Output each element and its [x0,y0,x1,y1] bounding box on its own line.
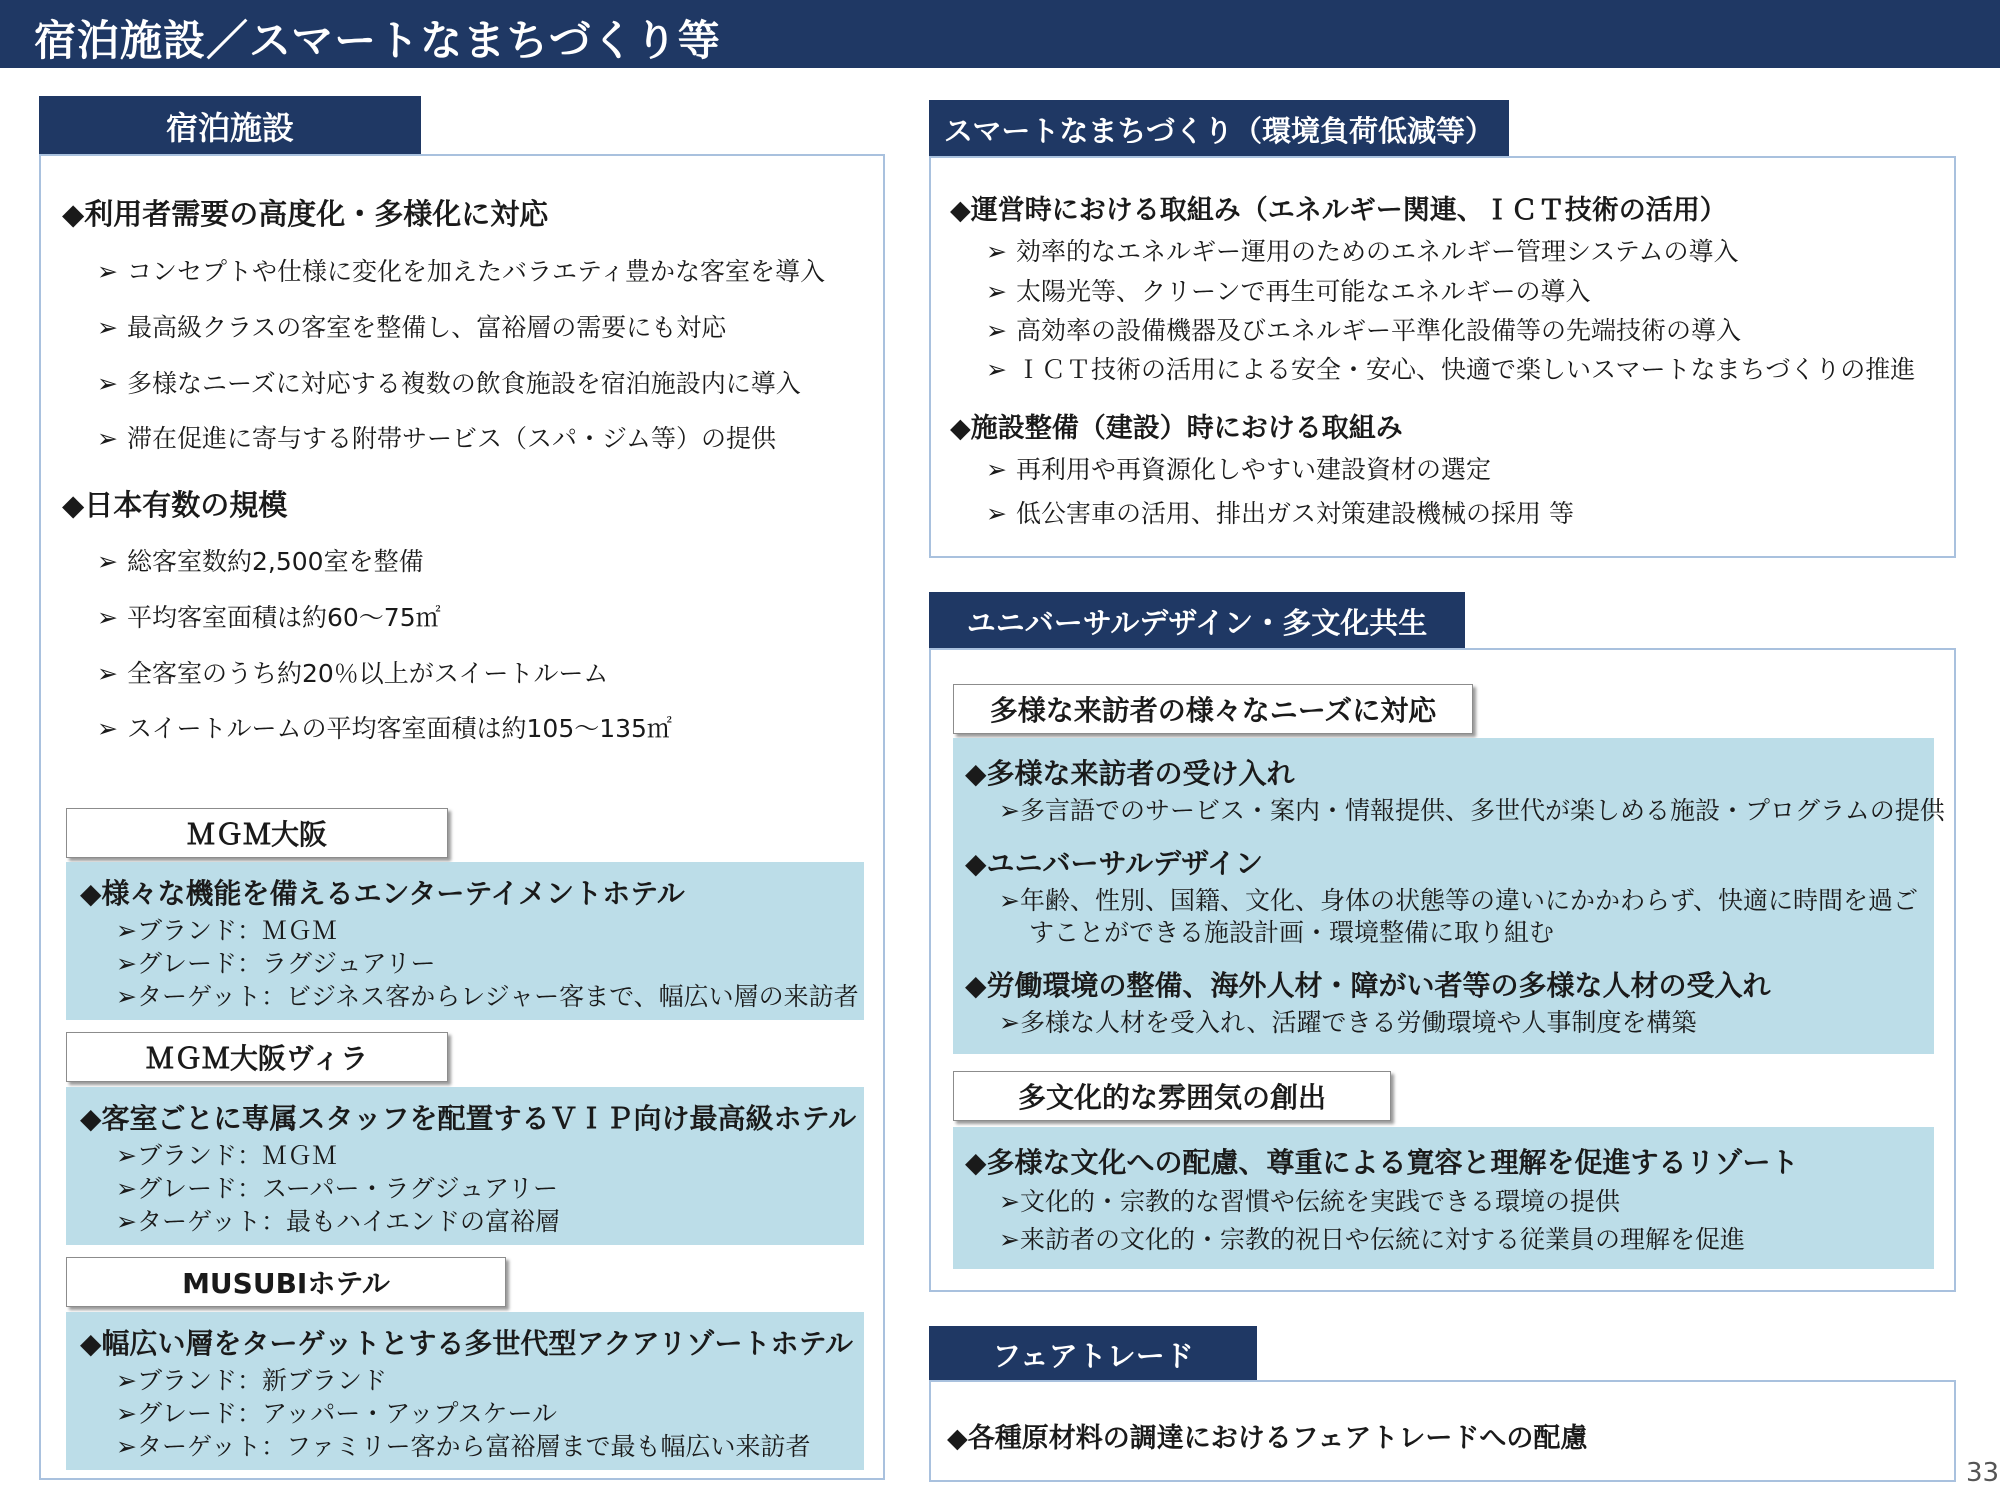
list-item: ➢ 多様なニーズに対応する複数の飲食施設を宿泊施設内に導入 [97,369,801,398]
tab-universal-design: ユニバーサルデザイン・多文化共生 [929,592,1465,650]
needs-detail: ➢年齢、性別、国籍、文化、身体の状態等の違いにかかわらず、快適に時間を過ご [999,886,1918,915]
arrow-icon: ➢ [116,1207,137,1236]
hotel-detail: ➢グレード：ラグジュアリー [116,949,436,978]
arrow-icon: ➢ [97,369,118,398]
needs-detail: ➢多様な人材を受入れ、活躍できる労働環境や人事制度を構築 [999,1008,1697,1037]
list-item: ➢ 最高級クラスの客室を整備し、富裕層の需要にも対応 [97,313,727,342]
list-item: ➢ 太陽光等、クリーンで再生可能なエネルギーの導入 [986,277,1591,306]
list-item: ➢ 全客室のうち約20％以上がスイートルーム [97,659,609,688]
arrow-icon: ➢ [116,1141,137,1170]
fair-trade-panel [929,1380,1956,1482]
hotel-info-box [66,1087,864,1245]
title-bar [0,0,2000,68]
section-heading: ◆運営時における取組み（エネルギー関連、ＩＣＴ技術の活用） [950,195,1727,226]
culture-detail: ➢文化的・宗教的な習慣や伝統を実践できる環境の提供 [999,1187,1620,1216]
arrow-icon: ➢ [97,424,118,453]
arrow-icon: ➢ [986,455,1007,484]
hotel-name-label: ＭＧＭ大阪ヴィラ [66,1032,448,1082]
culture-detail: ➢来訪者の文化的・宗教的祝日や伝統に対する従業員の理解を促進 [999,1225,1745,1254]
arrow-icon: ➢ [999,1008,1020,1037]
arrow-icon: ➢ [986,237,1007,266]
arrow-icon: ➢ [999,1225,1020,1254]
hotel-headline: ◆様々な機能を備えるエンターテイメントホテル [80,877,685,910]
hotel-detail: ➢グレード：スーパー・ラグジュアリー [116,1174,558,1203]
section-heading: ◆日本有数の規模 [62,488,288,522]
list-item: ➢ ＩＣＴ技術の活用による安全・安心、快適で楽しいスマートなまちづくりの推進 [986,355,1916,384]
list-item: ➢ 効率的なエネルギー運用のためのエネルギー管理システムの導入 [986,237,1739,266]
arrow-icon: ➢ [97,313,118,342]
needs-heading: ◆労働環境の整備、海外人材・障がい者等の多様な人材の受入れ [965,969,1771,1002]
section-heading: ◆利用者需要の高度化・多様化に対応 [62,197,549,231]
hotel-detail: ➢ターゲット：ビジネス客からレジャー客まで、幅広い層の来訪者 [116,982,859,1011]
tab-smart-city: スマートなまちづくり（環境負荷低減等） [929,100,1509,158]
list-item: ➢ スイートルームの平均客室面積は約105～135㎡ [97,714,672,743]
fair-trade-text: ◆各種原材料の調達におけるフェアトレードへの配慮 [947,1423,1588,1454]
tab-accommodation: 宿泊施設 [39,96,421,156]
culture-label: 多文化的な雰囲気の創出 [953,1071,1391,1121]
needs-detail: ➢多言語でのサービス・案内・情報提供、多世代が楽しめる施設・プログラムの提供 [999,796,1945,825]
arrow-icon: ➢ [116,916,137,945]
list-item: ➢ 滞在促進に寄与する附帯サービス（スパ・ジム等）の提供 [97,424,777,453]
list-item: ➢ 平均客室面積は約60～75㎡ [97,603,441,632]
culture-heading: ◆多様な文化への配慮、尊重による寛容と理解を促進するリゾート [965,1146,1799,1179]
hotel-detail: ➢ターゲット：最もハイエンドの富裕層 [116,1207,560,1236]
arrow-icon: ➢ [986,316,1007,345]
hotel-headline: ◆幅広い層をターゲットとする多世代型アクアリゾートホテル [80,1327,854,1360]
needs-heading: ◆多様な来訪者の受け入れ [965,757,1295,790]
arrow-icon: ➢ [986,499,1007,528]
arrow-icon: ➢ [999,796,1020,825]
arrow-icon: ➢ [116,1366,137,1395]
arrow-icon: ➢ [986,277,1007,306]
arrow-icon: ➢ [999,886,1020,915]
hotel-detail: ➢グレード：アッパー・アップスケール [116,1399,557,1428]
hotel-info-box [66,1312,864,1470]
arrow-icon: ➢ [986,355,1007,384]
page-number: 33 [1966,1458,2000,1488]
hotel-detail: ➢ブランド：ＭＧＭ [116,916,337,945]
needs-heading: ◆ユニバーサルデザイン [965,847,1264,880]
arrow-icon: ➢ [97,257,118,286]
section-heading: ◆施設整備（建設）時における取組み [950,413,1403,444]
arrow-icon: ➢ [97,714,118,743]
hotel-info-box [66,862,864,1020]
needs-box [953,738,1945,1054]
arrow-icon: ➢ [999,1187,1020,1216]
arrow-icon: ➢ [97,603,118,632]
list-item: ➢ コンセプトや仕様に変化を加えたバラエティ豊かな客室を導入 [97,257,826,286]
list-item: ➢ 総客室数約2,500室を整備 [97,547,424,576]
list-item: ➢ 再利用や再資源化しやすい建設資材の選定 [986,455,1492,484]
arrow-icon: ➢ [116,949,137,978]
hotel-detail: ➢ブランド：新ブランド [116,1366,387,1395]
arrow-icon: ➢ [116,1432,137,1461]
list-item: ➢ 低公害車の活用、排出ガス対策建設機械の採用 等 [986,499,1574,528]
tab-fair-trade: フェアトレード [929,1326,1257,1382]
arrow-icon: ➢ [97,547,118,576]
needs-label: 多様な来訪者の様々なニーズに対応 [953,684,1473,734]
hotel-detail: ➢ターゲット：ファミリー客から富裕層まで最も幅広い来訪者 [116,1432,811,1461]
hotel-name-label: MUSUBIホテル [66,1257,506,1307]
needs-detail-continued: すことができる施設計画・環境整備に取り組む [1029,918,1555,947]
hotel-detail: ➢ブランド：ＭＧＭ [116,1141,337,1170]
culture-box [953,1127,1934,1269]
arrow-icon: ➢ [97,659,118,688]
list-item: ➢ 高効率の設備機器及びエネルギー平準化設備等の先端技術の導入 [986,316,1742,345]
page-title: 宿泊施設／スマートなまちづくり等 [34,16,721,65]
arrow-icon: ➢ [116,982,137,1011]
hotel-headline: ◆客室ごとに専属スタッフを配置するＶＩＰ向け最高級ホテル [80,1102,857,1135]
hotel-name-label: ＭＧＭ大阪 [66,808,448,858]
arrow-icon: ➢ [116,1174,137,1203]
arrow-icon: ➢ [116,1399,137,1428]
